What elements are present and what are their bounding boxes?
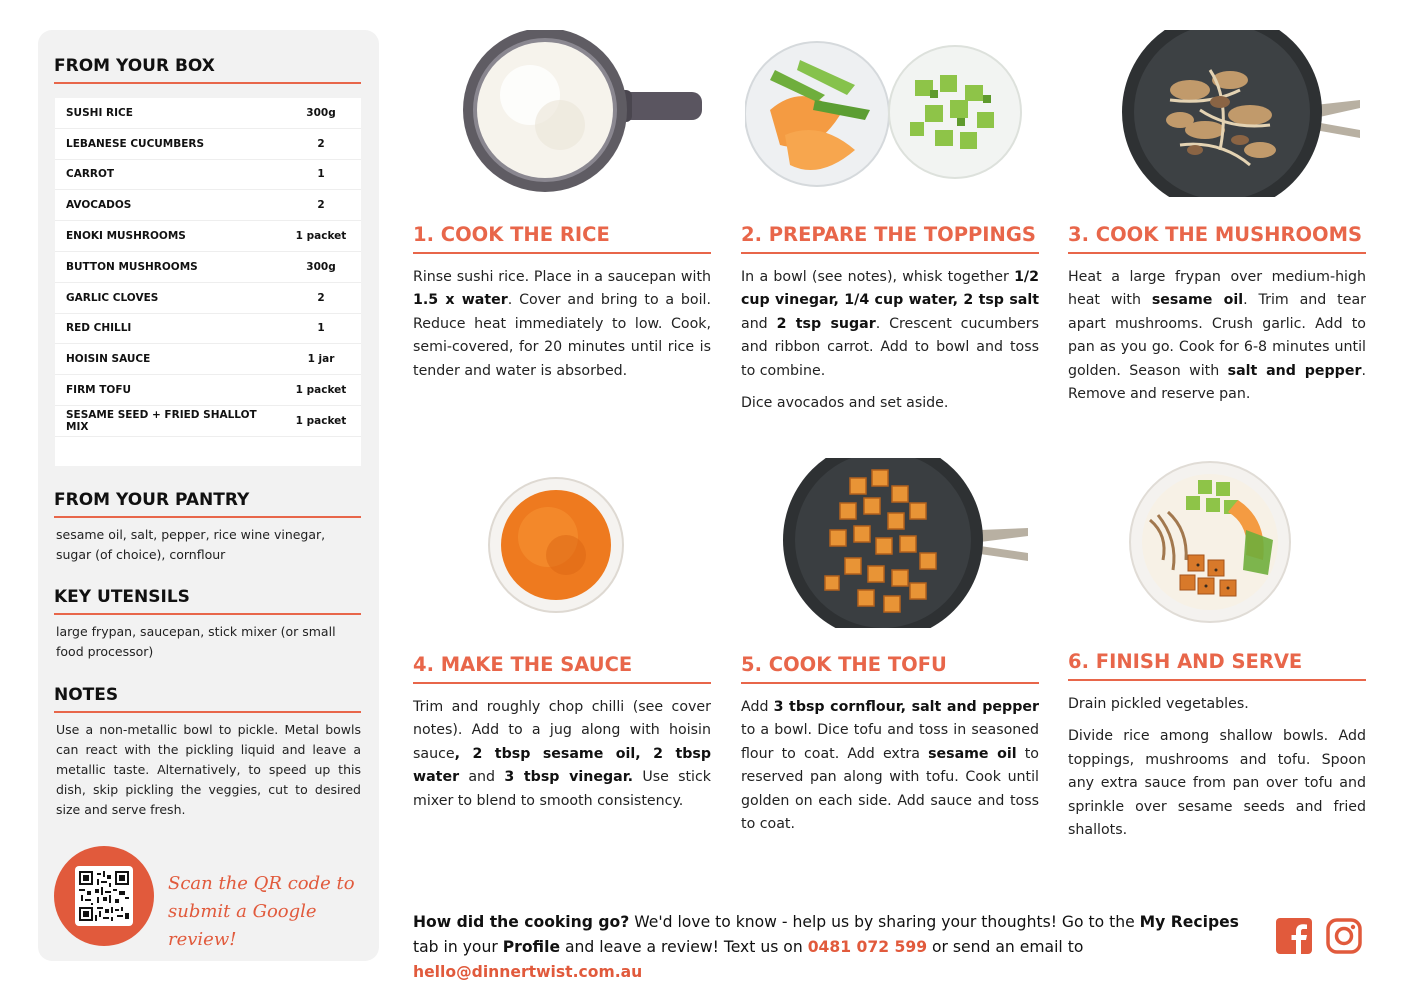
ingredient-name: GARLIC CLOVES: [66, 291, 159, 304]
emphasis-text: Profile: [502, 938, 561, 956]
step-5-text: [741, 696, 1039, 836]
ingredient-row: [55, 375, 361, 406]
step-paragraph: [1068, 725, 1366, 842]
sauce-jug-photo: [486, 475, 626, 615]
ingredient-qty: 1: [317, 168, 325, 181]
text-segment: Drain pickled vegetables.: [1068, 696, 1249, 712]
emphasis-text: hello@dinnertwist.com.au: [413, 963, 643, 981]
toppings-bowls-photo: [745, 40, 1030, 190]
text-segment: Divide rice among shallow bowls. Add toppings, mushrooms and tofu. Spoon any extra sauce from pan over tofu and sprinkle over sesame seeds and fried shallots.: [1068, 728, 1366, 839]
qr-code-badge[interactable]: [54, 846, 154, 946]
facebook-icon[interactable]: [1276, 918, 1312, 954]
emphasis-text: My Recipes: [1139, 913, 1239, 931]
text-segment: Add: [741, 699, 774, 715]
step-4-text: [413, 696, 711, 813]
ingredient-qty: 300g: [306, 260, 336, 273]
emphasis-text: 2 tsp sugar: [776, 315, 876, 332]
ingredient-name: SUSHI RICE: [66, 106, 133, 119]
ingredient-qty: 2: [317, 291, 325, 304]
utensils-title: KEY UTENSILS: [54, 587, 361, 615]
ingredient-row: [55, 344, 361, 375]
emphasis-text: sesame oil: [928, 745, 1017, 762]
ingredient-row: [55, 221, 361, 252]
text-segment: or send an email to: [927, 938, 1084, 956]
ingredient-qty: 1 packet: [295, 384, 347, 397]
ingredient-qty: 2: [317, 137, 325, 150]
box-title: FROM YOUR BOX: [54, 56, 361, 84]
ingredient-row: [55, 129, 361, 160]
text-segment: . Cover and bring to a boil. Reduce heat immediately to low. Cook, semi-covered, for 20 minutes until rice is tender and water is absorbed.: [413, 292, 711, 379]
text-segment: tab in your: [413, 938, 503, 956]
emphasis-text: 1.5 x water: [413, 292, 508, 309]
ingredient-name: CARROT: [66, 168, 115, 181]
text-segment: to a bowl. Dice tofu and toss in seasoned flour to coat. Add extra: [741, 722, 1039, 762]
ingredient-row: [55, 406, 361, 437]
text-segment: Heat a large frypan over medium-high heat with: [1068, 269, 1366, 309]
emphasis-text: sesame oil: [1151, 292, 1244, 309]
ingredient-name: LEBANESE CUCUMBERS: [66, 137, 205, 150]
emphasis-text: 1/2 cup vinegar, 1/4 cup water, 2 tsp salt: [741, 269, 1039, 309]
text-segment: . Trim and tear apart mushrooms. Crush garlic. Add to pan as you go. Cook for 6-8 minutes until golden. Season with: [1068, 292, 1366, 379]
ingredient-qty: 2: [317, 199, 325, 212]
qr-code-icon: [79, 870, 129, 922]
text-segment: Use stick mixer to blend to smooth consistency.: [413, 769, 712, 809]
step-5-title: 5. COOK THE TOFU: [741, 653, 1039, 684]
ingredient-name: AVOCADOS: [66, 199, 132, 212]
emphasis-text: 0481 072 599: [807, 938, 928, 956]
step-2-text: [741, 266, 1039, 415]
ingredient-qty: 1 jar: [307, 353, 335, 366]
notes-title: NOTES: [54, 685, 361, 713]
ingredient-name: BUTTON MUSHROOMS: [66, 260, 198, 273]
instagram-icon[interactable]: [1326, 918, 1362, 954]
step-4-title: 4. MAKE THE SAUCE: [413, 653, 711, 684]
step-3-title: 3. COOK THE MUSHROOMS: [1068, 223, 1366, 254]
emphasis-text: , 2 tbsp sesame oil, 2 tbsp water: [413, 745, 711, 786]
text-segment: Dice avocados and set aside.: [741, 395, 949, 412]
step-3-text: [1068, 266, 1366, 406]
box-ingredients-table: [55, 98, 361, 466]
emphasis-text: salt and pepper: [1227, 362, 1362, 379]
tofu-frypan-photo: [780, 458, 1035, 628]
ingredient-row: [55, 314, 361, 345]
text-segment: and leave a review! Text us on: [560, 938, 808, 956]
ingredient-qty: 1: [317, 322, 325, 335]
step-6-title: 6. FINISH AND SERVE: [1068, 650, 1366, 681]
ingredient-name: SESAME SEED + FRIED SHALLOT MIX: [66, 408, 257, 433]
emphasis-text: 3 tbsp cornflour, salt and pepper: [773, 699, 1039, 715]
review-prompt: [413, 910, 1263, 985]
emphasis-text: 3 tbsp vinegar.: [504, 769, 634, 786]
step-6-text: [1068, 693, 1366, 842]
text-segment: to reserved pan along with tofu. Cook until golden on each side. Add sauce and toss to coat.: [741, 745, 1039, 833]
qr-prompt-line1: Scan the QR code to: [168, 873, 355, 894]
emphasis-text: How did the cooking go?: [413, 913, 630, 931]
text-segment: In a bowl (see notes), whisk together: [741, 269, 1015, 285]
ingredient-row: [55, 283, 361, 314]
utensils-text: large frypan, saucepan, stick mixer (or small food processor): [56, 624, 336, 659]
text-segment: . Remove and reserve pan.: [1068, 362, 1366, 403]
pantry-text: sesame oil, salt, pepper, rice wine vinegar, sugar (of choice), cornflour: [56, 527, 326, 562]
ingredient-qty: 1 packet: [295, 230, 347, 243]
step-paragraph: [741, 266, 1039, 383]
text-segment: We'd love to know - help us by sharing your thoughts! Go to the: [629, 913, 1140, 931]
step-paragraph: [1068, 693, 1366, 716]
step-paragraph: [413, 266, 711, 383]
ingredient-name: ENOKI MUSHROOMS: [66, 230, 186, 243]
finished-bowl-photo: [1128, 460, 1293, 625]
step-1-text: [413, 266, 711, 383]
qr-prompt: [168, 870, 379, 954]
ingredient-qty: 300g: [306, 106, 336, 119]
text-segment: and: [459, 769, 505, 786]
ingredient-row: [55, 190, 361, 221]
step-paragraph: [1068, 266, 1366, 406]
text-segment: and: [741, 315, 777, 332]
rice-saucepan-photo: [460, 30, 705, 200]
step-paragraph: [741, 392, 1039, 415]
ingredient-row: [55, 98, 361, 129]
text-segment: Trim and roughly chop chilli (see cover notes). Add to a jug along with hoisin sauce: [413, 699, 711, 762]
ingredient-qty: 1 packet: [295, 414, 347, 427]
step-1-title: 1. COOK THE RICE: [413, 223, 711, 254]
ingredient-name: RED CHILLI: [66, 322, 132, 335]
ingredients-panel: [38, 30, 379, 961]
qr-code[interactable]: [75, 866, 133, 926]
mushrooms-frypan-photo: [1110, 30, 1365, 200]
step-2-title: 2. PREPARE THE TOPPINGS: [741, 223, 1039, 254]
notes-text: Use a non-metallic bowl to pickle. Metal bowls can react with the pickling liquid and leave a metallic taste. Alternatively, to speed up this dish, skip pickling the veggies, cut to desired size and serve fresh.: [56, 722, 361, 817]
qr-prompt-line2: submit a Google review!: [168, 901, 317, 950]
ingredient-name: HOISIN SAUCE: [66, 353, 151, 366]
ingredient-name: FIRM TOFU: [66, 384, 132, 397]
pantry-title: FROM YOUR PANTRY: [54, 490, 361, 518]
text-segment: Rinse sushi rice. Place in a saucepan with: [413, 269, 711, 285]
step-paragraph: [413, 696, 711, 813]
text-segment: . Crescent cucumbers and ribbon carrot. Add to bowl and toss to combine.: [741, 315, 1040, 379]
step-paragraph: [741, 696, 1039, 836]
ingredient-row: [55, 252, 361, 283]
ingredient-row: [55, 160, 361, 191]
